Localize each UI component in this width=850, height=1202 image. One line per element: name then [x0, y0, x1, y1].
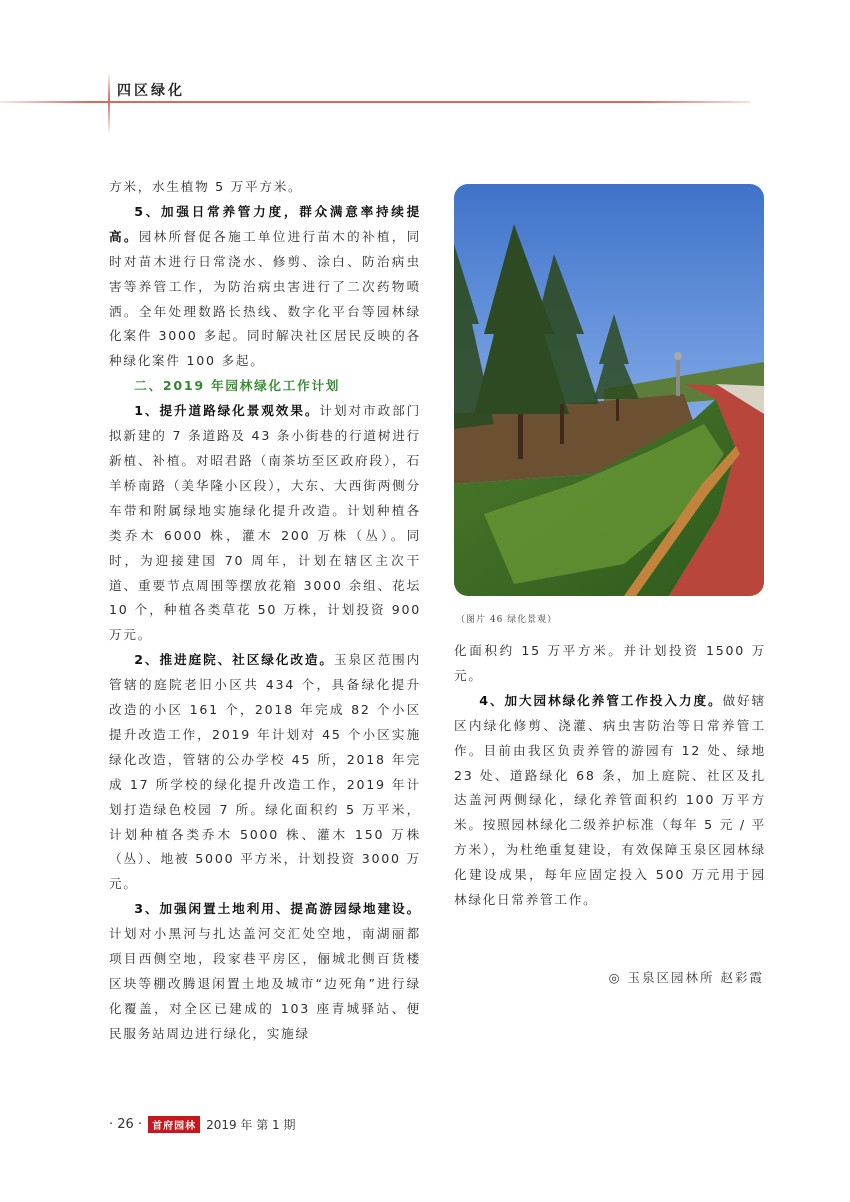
paragraph-lead: 5、加强日常养管力度，群众满意率持续提高。: [109, 203, 421, 244]
paragraph-text: 玉泉区范围内管辖的庭院老旧小区共 434 个，具备绿化提升改造的小区 161 个，2018 年完成 82 个小区提升改造工作，2019 年计划对 45 个小区实施绿化改造，管辖的公办学校 45 所，2018 年完成 17 所学校的绿化提升改造工作，2019 年计划打造绿色校园 7 所。绿化面积约 5 万平米，计划种植各类乔木 5000 株、灌木 150 万株（丛）、地被 5000 平方米，计划投资 3000 万元。: [109, 652, 422, 892]
paragraph-text: 方米，水生植物 5 万平方米。: [109, 179, 303, 194]
right-column: [454, 639, 766, 913]
left-column: [109, 175, 421, 1047]
paragraph-text: 做好辖区内绿化修剪、浇灌、病虫害防治等日常养管工作。目前由我区负责养管的游园有 12 处、绿地 23 处、道路绿化 68 条，加上庭院、社区及扎达盖河两侧绿化，绿化养管面积约 100 万平方米。按照园林绿化二级养护标准（每年 5 元 / 平方米），为杜绝重复建设，有效保障玉泉区园林绿化建设成果，每年应固定投入 500 万元用于园林绿化日常养管工作。: [454, 692, 767, 908]
section-subheading: [109, 374, 421, 399]
body-paragraph: [109, 200, 421, 374]
body-paragraph: [454, 639, 766, 689]
body-paragraph: [454, 689, 766, 913]
page-footer: [109, 1116, 296, 1133]
paragraph-lead: 1、提升道路绿化景观效果。: [134, 403, 320, 419]
subheading-text: 二、2019 年园林绿化工作计划: [134, 378, 341, 394]
issue-info: 2019 年 第 1 期: [206, 1118, 296, 1132]
paragraph-text: 化面积约 15 万平方米。并计划投资 1500 万元。: [454, 643, 766, 683]
paragraph-text: 计划对小黑河与扎达盖河交汇处空地，南湖丽都项目西侧空地，段家巷平房区，俪城北侧百货楼区块等棚改腾退闲置土地及城市“边死角”进行绿化覆盖，对全区已建成的 103 座青城驿站、便民服务站周边进行绿化，实施绿: [109, 926, 421, 1041]
landscape-photo: [454, 184, 764, 596]
page-number: · 26 ·: [109, 1117, 143, 1132]
paragraph-lead: 3、加强闲置土地利用、提高游园绿地建设。: [134, 901, 421, 917]
paragraph-lead: 4、加大园林绿化养管工作投入力度。: [479, 692, 723, 708]
body-paragraph: [109, 399, 421, 648]
paragraph-text: 计划对市政部门拟新建的 7 条道路及 43 条小街巷的行道树进行新植、补植。对昭君路（南茶坊至区政府段），石羊桥南路（美华隆小区段），大东、大西街两侧分车带和附属绿地实施绿化提升改造。计划种植各类乔木 6000 株，灌木 200 万株（丛）。同时，为迎接建国 70 周年，计划在辖区主次干道、重要节点周围等摆放花箱 3000 余组、花坛 10 个，种植各类草花 50 万株，计划投资 900 万元。: [109, 403, 422, 643]
figure-caption: （图片 46 绿化景观）: [456, 615, 558, 625]
body-paragraph: [109, 175, 421, 200]
landscape-photo-image: [454, 184, 764, 596]
paragraph-lead: 2、推进庭院、社区绿化改造。: [134, 652, 334, 668]
paragraph-text: 园林所督促各施工单位进行苗木的补植，同时对苗木进行日常浇水、修剪、涂白、防治病虫害等养管工作，为防治病虫害进行了二次药物喷洒。全年处理数路长热线、数字化平台等园林绿化案件 3000 多起。同时解决社区居民反映的各种绿化案件 100 多起。: [109, 228, 421, 369]
section-title: 四区绿化: [117, 83, 185, 99]
header-divider-vertical: [108, 74, 110, 132]
body-paragraph: [109, 897, 421, 1046]
magazine-logo: 首府园林: [148, 1116, 200, 1133]
header-divider: [0, 101, 750, 103]
author-credit: ◎ 玉泉区园林所 赵彩霞: [608, 970, 764, 985]
body-paragraph: [109, 648, 421, 897]
